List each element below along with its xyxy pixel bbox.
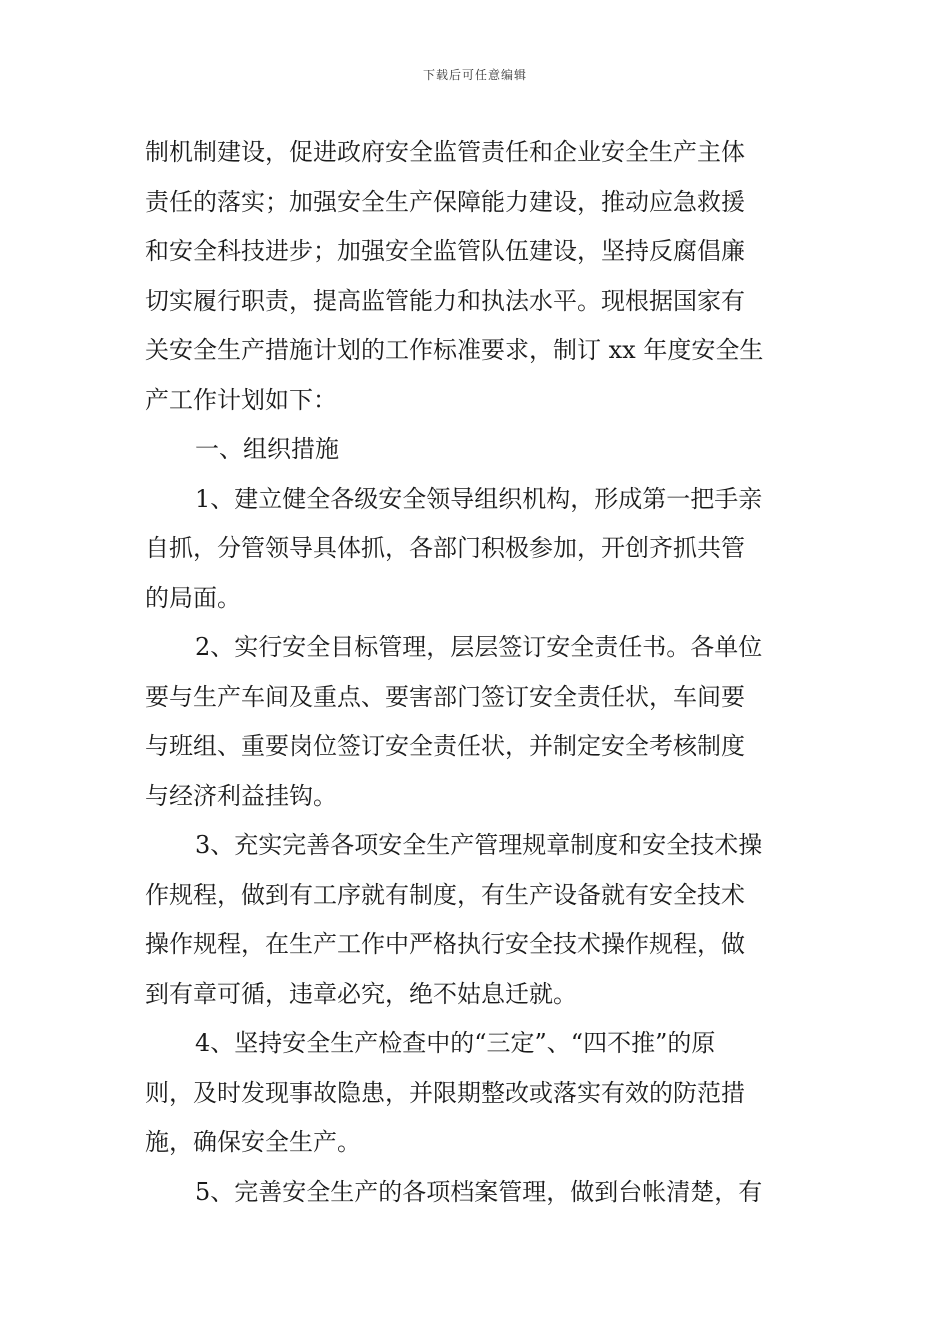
text-line: 要与生产车间及重点、要害部门签订安全责任状，车间要: [145, 682, 745, 711]
text-line: 一、组织措施: [195, 435, 339, 463]
text-line: 制机制建设，促进政府安全监管责任和企业安全生产主体: [145, 138, 745, 166]
text-line: 与班组、重要岗位签订安全责任状，并制定安全考核制度: [145, 732, 745, 760]
text-line: 作规程，做到有工序就有制度，有生产设备就有安全技术: [145, 880, 745, 909]
text-line: 操作规程，在生产工作中严格执行安全技术操作规程，做: [145, 930, 745, 958]
text-line: 的局面。: [145, 583, 241, 612]
text-line: 和安全科技进步；加强安全监管队伍建设，坚持反腐倡廉: [145, 237, 745, 265]
text-line: 到有章可循，违章必究，绝不姑息迁就。: [145, 979, 577, 1008]
text-line: 切实履行职责，提高监管能力和执法水平。现根据国家有: [145, 286, 745, 315]
text-line: 则，及时发现事故隐患，并限期整改或落实有效的防范措: [145, 1078, 745, 1107]
text-line: 5、完善安全生产的各项档案管理，做到台帐清楚，有: [195, 1177, 763, 1206]
page-header: 下载后可任意编辑: [422, 68, 527, 82]
text-line: 自抓，分管领导具体抓，各部门积极参加，开创齐抓共管: [145, 534, 745, 562]
text-line: 3、充实完善各项安全生产管理规章制度和安全技术操: [195, 831, 763, 859]
text-line: 责任的落实；加强安全生产保障能力建设，推动应急救援: [145, 187, 745, 216]
document-body: [145, 128, 810, 1217]
text-line: 4、坚持安全生产检查中的“三定”、“四不推”的原: [195, 1029, 716, 1057]
text-line: 产工作计划如下：: [145, 385, 337, 414]
text-line: 与经济利益挂钩。: [145, 781, 337, 810]
text-line: 2、实行安全目标管理，层层签订安全责任书。各单位: [195, 633, 763, 661]
text-line: 施，确保安全生产。: [145, 1128, 361, 1156]
text-line: 关安全生产措施计划的工作标准要求，制订 xx 年度安全生: [145, 336, 764, 364]
text-line: 1、建立健全各级安全领导组织机构，形成第一把手亲: [195, 484, 763, 513]
